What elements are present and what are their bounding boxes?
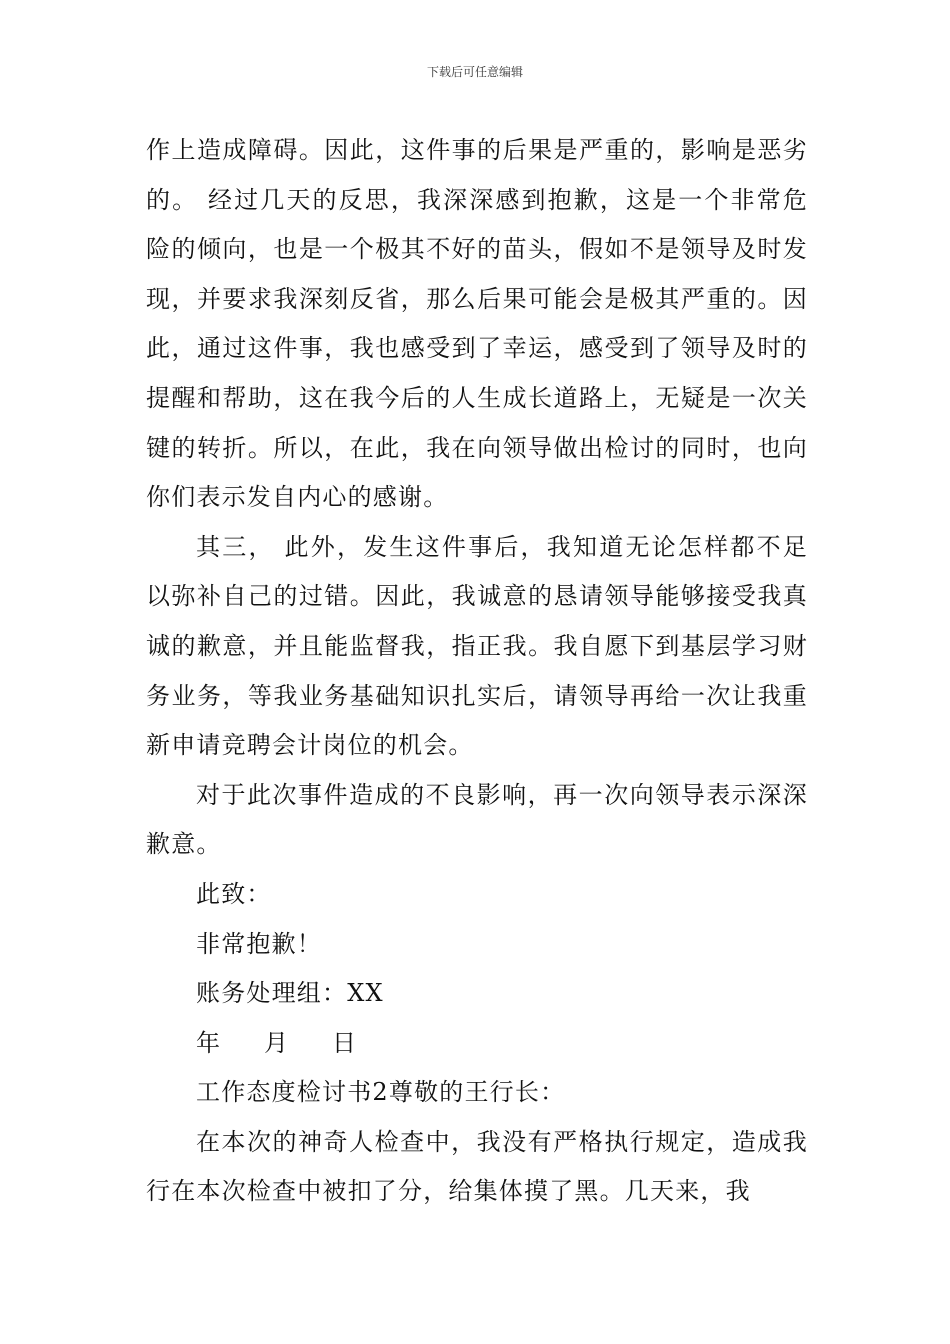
closing-signature: 账务处理组：XX [196, 979, 384, 1008]
closing-salute: 此致： [196, 879, 272, 908]
document-body [146, 126, 808, 1217]
paragraph-3: 对于此次事件造成的不良影响，再一次向领导表示深深歉意。 [146, 780, 808, 859]
closing-date: 年 月 日 [196, 1028, 358, 1057]
second-letter-paragraph: 在本次的神奇人检查中，我没有严格执行规定，造成我行在本次检查中被扣了分，给集体摸了黑。几天来，我 [146, 1127, 808, 1206]
second-letter-title: 工作态度检讨书2尊敬的王行长： [196, 1078, 566, 1107]
page-header: 下载后可任意编辑 [426, 65, 523, 79]
closing-apology: 非常抱歉！ [196, 929, 322, 958]
paragraph-2: 其三， 此外，发生这件事后，我知道无论怎样都不足以弥补自己的过错。因此，我诚意的恳请领导能够接受我真诚的歉意，并且能监督我，指正我。我自愿下到基层学习财务业务，等我业务基础知识扎实后，请领导再给一次让我重新申请竞聘会计岗位的机会。 [146, 532, 808, 760]
paragraph-1: 作上造成障碍。因此，这件事的后果是严重的，影响是恶劣的。 经过几天的反思，我深深感到抱歉，这是一个非常危险的倾向，也是一个极其不好的苗头，假如不是领导及时发现，并要求我深刻反省，那么后果可能会是极其严重的。因此，通过这件事，我也感受到了幸运，感受到了领导及时的提醒和帮助，这在我今后的人生成长道路上，无疑是一次关键的转折。所以，在此，我在向领导做出检讨的同时，也向你们表示发自内心的感谢。 [146, 136, 808, 512]
